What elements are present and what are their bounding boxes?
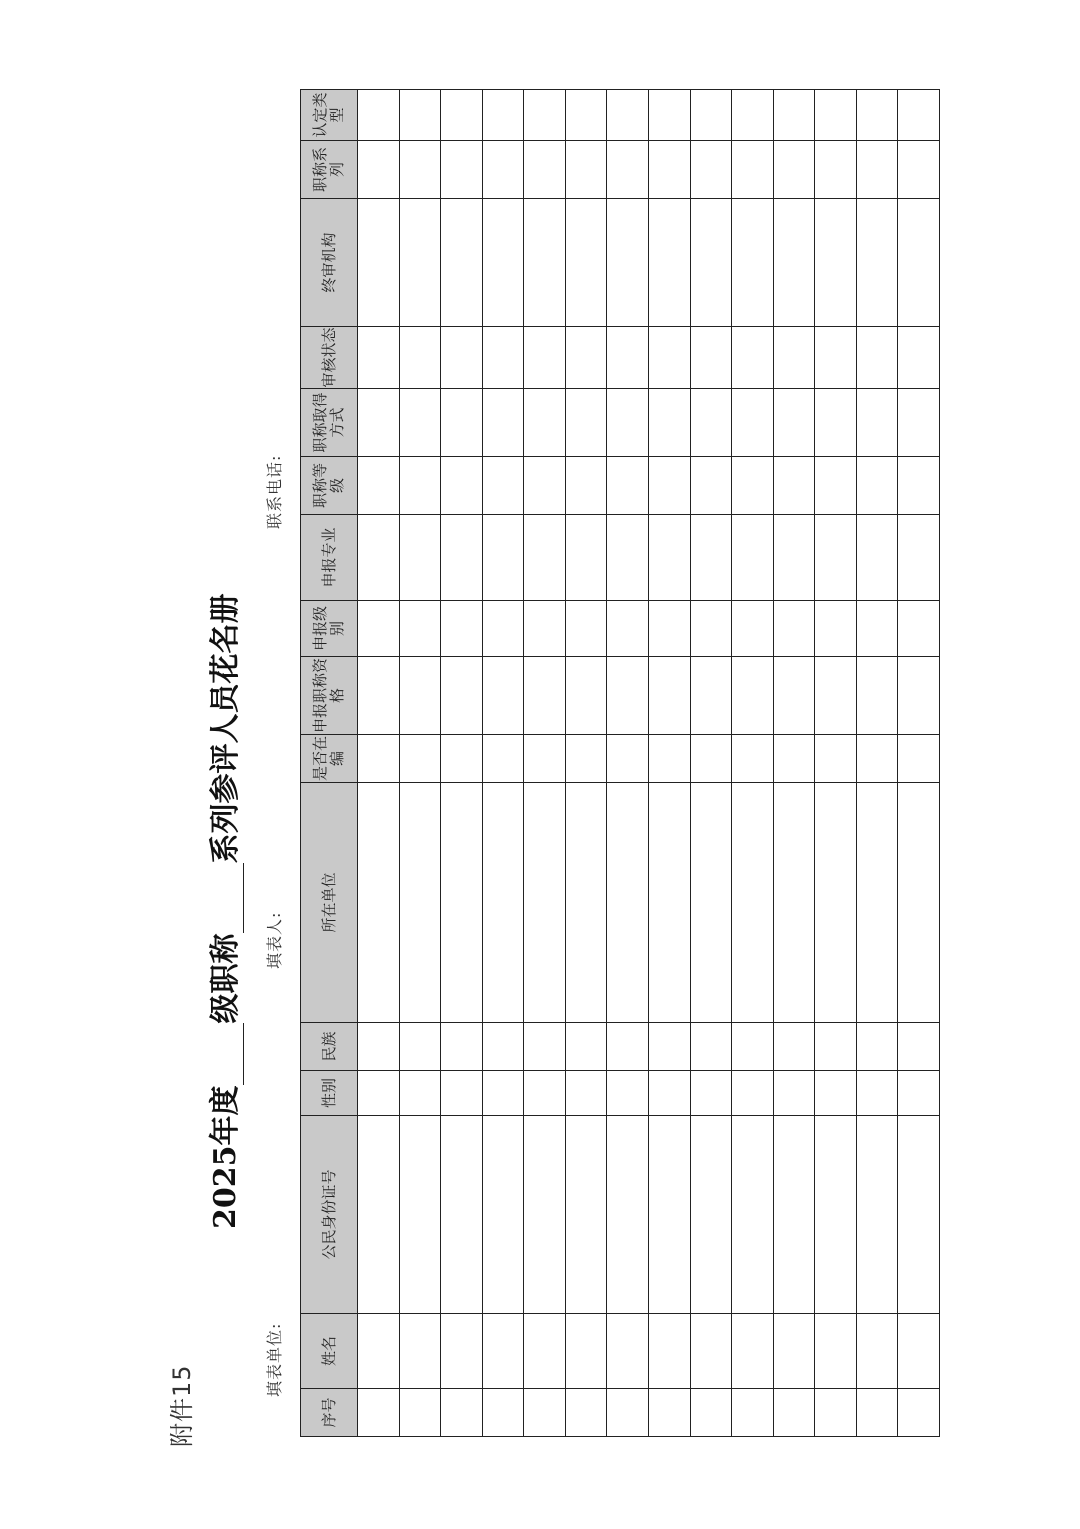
table-row: [773, 90, 815, 1437]
table-cell[interactable]: [482, 657, 524, 735]
table-cell[interactable]: [441, 1023, 483, 1071]
table-cell[interactable]: [732, 141, 774, 199]
table-cell[interactable]: [358, 457, 400, 515]
table-cell[interactable]: [607, 389, 649, 457]
table-cell[interactable]: [773, 327, 815, 389]
table-cell[interactable]: [732, 199, 774, 327]
table-cell[interactable]: [732, 735, 774, 783]
table-cell[interactable]: [399, 199, 441, 327]
document-title: [196, 229, 244, 1229]
table-cell[interactable]: [898, 389, 940, 457]
table-cell[interactable]: [399, 457, 441, 515]
table-cell[interactable]: [399, 735, 441, 783]
table-cell[interactable]: [773, 90, 815, 141]
table-cell[interactable]: [399, 1314, 441, 1389]
table-cell[interactable]: [441, 389, 483, 457]
table-cell[interactable]: [856, 389, 898, 457]
table-cell[interactable]: [607, 90, 649, 141]
table-cell[interactable]: [399, 601, 441, 657]
table-cell[interactable]: [732, 783, 774, 1023]
table-cell[interactable]: [773, 1389, 815, 1437]
table-cell[interactable]: [565, 141, 607, 199]
table-cell[interactable]: [815, 1116, 857, 1314]
table-cell[interactable]: [482, 515, 524, 601]
table-cell[interactable]: [524, 1389, 566, 1437]
table-cell[interactable]: [607, 601, 649, 657]
table-cell[interactable]: [815, 1389, 857, 1437]
table-cell[interactable]: [773, 657, 815, 735]
table-row: [399, 90, 441, 1437]
table-cell[interactable]: [565, 1314, 607, 1389]
table-cell[interactable]: [607, 657, 649, 735]
table-cell[interactable]: [441, 327, 483, 389]
table-cell[interactable]: [399, 783, 441, 1023]
table-cell[interactable]: [773, 199, 815, 327]
table-cell[interactable]: [441, 457, 483, 515]
table-cell[interactable]: [773, 735, 815, 783]
table-cell[interactable]: [441, 515, 483, 601]
table-cell[interactable]: [607, 735, 649, 783]
table-cell[interactable]: [648, 389, 690, 457]
table-cell[interactable]: [358, 1071, 400, 1116]
table-cell[interactable]: [898, 783, 940, 1023]
table-cell[interactable]: [732, 1023, 774, 1071]
table-cell[interactable]: [441, 735, 483, 783]
table-cell[interactable]: [773, 1071, 815, 1116]
phone-label: 联系电话:: [265, 454, 284, 529]
table-cell[interactable]: [441, 141, 483, 199]
column-header: 审核状态: [301, 327, 358, 389]
table-cell[interactable]: [898, 1314, 940, 1389]
column-header: 姓名: [301, 1314, 358, 1389]
table-cell[interactable]: [441, 1389, 483, 1437]
table-cell[interactable]: [815, 457, 857, 515]
table-cell[interactable]: [815, 1314, 857, 1389]
title-series: 系列参评人员花名册: [208, 593, 243, 864]
table-cell[interactable]: [690, 515, 732, 601]
table-cell[interactable]: [399, 1023, 441, 1071]
table-cell[interactable]: [482, 389, 524, 457]
table-cell[interactable]: [648, 515, 690, 601]
table-cell[interactable]: [648, 327, 690, 389]
table-cell[interactable]: [565, 1389, 607, 1437]
table-cell[interactable]: [648, 601, 690, 657]
table-cell[interactable]: [773, 601, 815, 657]
table-cell[interactable]: [773, 1116, 815, 1314]
title-year: 2025年度: [208, 1085, 243, 1229]
table-cell[interactable]: [482, 457, 524, 515]
table-cell[interactable]: [482, 327, 524, 389]
table-cell[interactable]: [815, 389, 857, 457]
table-cell[interactable]: [773, 389, 815, 457]
table-row: [815, 90, 857, 1437]
table-cell[interactable]: [690, 1071, 732, 1116]
table-cell[interactable]: [856, 657, 898, 735]
table-row: [856, 90, 898, 1437]
table-cell[interactable]: [524, 327, 566, 389]
table-cell[interactable]: [648, 141, 690, 199]
table-cell[interactable]: [815, 90, 857, 141]
table-cell[interactable]: [524, 141, 566, 199]
table-cell[interactable]: [524, 601, 566, 657]
table-cell[interactable]: [441, 783, 483, 1023]
table-cell[interactable]: [856, 1071, 898, 1116]
table-cell[interactable]: [358, 141, 400, 199]
table-cell[interactable]: [524, 90, 566, 141]
column-header: 职称取得方式: [301, 389, 358, 457]
table-cell[interactable]: [607, 141, 649, 199]
table-cell[interactable]: [441, 657, 483, 735]
table-cell[interactable]: [898, 1071, 940, 1116]
table-cell[interactable]: [565, 657, 607, 735]
table-cell[interactable]: [690, 657, 732, 735]
fill-unit-label: 填表单位:: [265, 1322, 284, 1397]
table-row: [690, 90, 732, 1437]
table-cell[interactable]: [482, 783, 524, 1023]
table-cell[interactable]: [565, 783, 607, 1023]
table-cell[interactable]: [732, 1116, 774, 1314]
table-cell[interactable]: [898, 1389, 940, 1437]
table-cell[interactable]: [773, 1023, 815, 1071]
table-cell[interactable]: [815, 783, 857, 1023]
table-cell[interactable]: [607, 199, 649, 327]
table-cell[interactable]: [524, 783, 566, 1023]
table-cell[interactable]: [690, 783, 732, 1023]
table-cell[interactable]: [399, 327, 441, 389]
column-header: 申报级别: [301, 601, 358, 657]
column-header: 职称等级: [301, 457, 358, 515]
attachment-label: 附件15: [168, 1364, 196, 1447]
column-header: 申报专业: [301, 515, 358, 601]
table-cell[interactable]: [690, 389, 732, 457]
table-row: [565, 90, 607, 1437]
table-cell[interactable]: [524, 199, 566, 327]
table-cell[interactable]: [648, 1071, 690, 1116]
table-cell[interactable]: [399, 1389, 441, 1437]
table-cell[interactable]: [856, 1314, 898, 1389]
table-cell[interactable]: [524, 1071, 566, 1116]
table-cell[interactable]: [607, 327, 649, 389]
table-cell[interactable]: [856, 783, 898, 1023]
table-cell[interactable]: [898, 199, 940, 327]
table-cell[interactable]: [648, 90, 690, 141]
table-row: [898, 90, 940, 1437]
table-cell[interactable]: [565, 735, 607, 783]
column-header: 终审机构: [301, 199, 358, 327]
table-cell[interactable]: [815, 1023, 857, 1071]
table-cell[interactable]: [732, 515, 774, 601]
table-cell[interactable]: [524, 515, 566, 601]
table-cell[interactable]: [648, 1389, 690, 1437]
table-cell[interactable]: [690, 90, 732, 141]
table-cell[interactable]: [690, 601, 732, 657]
table-cell[interactable]: [856, 601, 898, 657]
table-cell[interactable]: [648, 457, 690, 515]
title-series-blank: [215, 864, 244, 934]
table-cell[interactable]: [815, 601, 857, 657]
table-cell[interactable]: [732, 1389, 774, 1437]
table-cell[interactable]: [399, 1116, 441, 1314]
filler-label: 填表人:: [265, 911, 284, 969]
column-header: 是否在编: [301, 735, 358, 783]
table-cell[interactable]: [773, 1314, 815, 1389]
roster-table: [300, 89, 940, 1437]
table-cell[interactable]: [856, 1389, 898, 1437]
column-header: 性别: [301, 1071, 358, 1116]
table-cell[interactable]: [898, 1023, 940, 1071]
table-cell[interactable]: [856, 199, 898, 327]
table-row: [732, 90, 774, 1437]
table-cell[interactable]: [358, 601, 400, 657]
table-cell[interactable]: [815, 327, 857, 389]
table-cell[interactable]: [815, 657, 857, 735]
table-cell[interactable]: [358, 657, 400, 735]
table-cell[interactable]: [648, 735, 690, 783]
table-cell[interactable]: [690, 457, 732, 515]
table-cell[interactable]: [358, 327, 400, 389]
table-cell[interactable]: [856, 1116, 898, 1314]
table-cell[interactable]: [607, 1116, 649, 1314]
table-cell[interactable]: [773, 783, 815, 1023]
table-cell[interactable]: [898, 657, 940, 735]
table-cell[interactable]: [690, 141, 732, 199]
table-cell[interactable]: [524, 389, 566, 457]
table-cell[interactable]: [399, 1071, 441, 1116]
table-cell[interactable]: [732, 657, 774, 735]
table-cell[interactable]: [898, 327, 940, 389]
table-cell[interactable]: [482, 1071, 524, 1116]
table-cell[interactable]: [732, 1071, 774, 1116]
table-cell[interactable]: [815, 141, 857, 199]
table-cell[interactable]: [482, 1314, 524, 1389]
table-row: [524, 90, 566, 1437]
table-cell[interactable]: [524, 1314, 566, 1389]
table-body: [358, 90, 940, 1437]
table-cell[interactable]: [441, 90, 483, 141]
table-cell[interactable]: [732, 327, 774, 389]
table-cell[interactable]: [358, 1314, 400, 1389]
table-cell[interactable]: [690, 1389, 732, 1437]
table-cell[interactable]: [524, 1023, 566, 1071]
column-header: 职称系列: [301, 141, 358, 199]
table-cell[interactable]: [690, 199, 732, 327]
table-cell[interactable]: [482, 90, 524, 141]
table-cell[interactable]: [524, 1116, 566, 1314]
table-cell[interactable]: [732, 90, 774, 141]
table-cell[interactable]: [358, 1116, 400, 1314]
table-cell[interactable]: [815, 515, 857, 601]
table-row: [482, 90, 524, 1437]
table-cell[interactable]: [358, 90, 400, 141]
table-cell[interactable]: [358, 515, 400, 601]
table-cell[interactable]: [815, 735, 857, 783]
table-cell[interactable]: [690, 327, 732, 389]
table-cell[interactable]: [607, 1389, 649, 1437]
table-cell[interactable]: [524, 657, 566, 735]
table-cell[interactable]: [690, 1314, 732, 1389]
table-row: [441, 90, 483, 1437]
table-cell[interactable]: [898, 90, 940, 141]
table-cell[interactable]: [732, 601, 774, 657]
table-cell[interactable]: [482, 141, 524, 199]
table-row: [648, 90, 690, 1437]
table-cell[interactable]: [856, 1023, 898, 1071]
column-header: 序号: [301, 1389, 358, 1437]
table-cell[interactable]: [732, 457, 774, 515]
table-cell[interactable]: [441, 1116, 483, 1314]
table-cell[interactable]: [565, 90, 607, 141]
table-cell[interactable]: [773, 515, 815, 601]
table-cell[interactable]: [732, 1314, 774, 1389]
table-cell[interactable]: [441, 601, 483, 657]
table-cell[interactable]: [482, 1116, 524, 1314]
table-cell[interactable]: [732, 389, 774, 457]
column-header: 所在单位: [301, 783, 358, 1023]
table-cell[interactable]: [565, 601, 607, 657]
table-cell[interactable]: [524, 457, 566, 515]
title-level: 级职称: [208, 933, 243, 1024]
table-cell[interactable]: [399, 90, 441, 141]
table-cell[interactable]: [856, 515, 898, 601]
table-cell[interactable]: [399, 141, 441, 199]
table-cell[interactable]: [607, 457, 649, 515]
table-cell[interactable]: [898, 601, 940, 657]
table-cell[interactable]: [648, 1314, 690, 1389]
table-cell[interactable]: [648, 1023, 690, 1071]
table-cell[interactable]: [482, 735, 524, 783]
table-cell[interactable]: [648, 657, 690, 735]
table-cell[interactable]: [690, 1116, 732, 1314]
table-cell[interactable]: [856, 141, 898, 199]
table-cell[interactable]: [565, 457, 607, 515]
table-cell[interactable]: [856, 457, 898, 515]
table-cell[interactable]: [815, 199, 857, 327]
table-cell[interactable]: [565, 1071, 607, 1116]
title-level-blank: [215, 1024, 244, 1086]
table-row: [607, 90, 649, 1437]
table-cell[interactable]: [815, 1071, 857, 1116]
table-cell[interactable]: [856, 327, 898, 389]
table-cell[interactable]: [358, 1023, 400, 1071]
table-cell[interactable]: [856, 90, 898, 141]
table-cell[interactable]: [565, 327, 607, 389]
table-cell[interactable]: [565, 389, 607, 457]
table-cell[interactable]: [358, 735, 400, 783]
table-cell[interactable]: [690, 735, 732, 783]
table-cell[interactable]: [358, 783, 400, 1023]
table-cell[interactable]: [607, 515, 649, 601]
header-row: [301, 90, 358, 1437]
table-cell[interactable]: [441, 199, 483, 327]
column-header: 申报职称资格: [301, 657, 358, 735]
table-cell[interactable]: [399, 389, 441, 457]
table-cell[interactable]: [898, 141, 940, 199]
column-header: 认定类型: [301, 90, 358, 141]
table-cell[interactable]: [482, 1023, 524, 1071]
table-cell[interactable]: [565, 199, 607, 327]
table-cell[interactable]: [898, 1116, 940, 1314]
table-cell[interactable]: [358, 1389, 400, 1437]
table-cell[interactable]: [358, 389, 400, 457]
table-cell[interactable]: [690, 1023, 732, 1071]
table-cell[interactable]: [441, 1071, 483, 1116]
table-cell[interactable]: [482, 199, 524, 327]
table-cell[interactable]: [773, 141, 815, 199]
table-cell[interactable]: [441, 1314, 483, 1389]
table-cell[interactable]: [607, 783, 649, 1023]
table-cell[interactable]: [856, 735, 898, 783]
table-cell[interactable]: [565, 515, 607, 601]
table-cell[interactable]: [648, 1116, 690, 1314]
table-cell[interactable]: [565, 1023, 607, 1071]
table-cell[interactable]: [648, 783, 690, 1023]
table-cell[interactable]: [358, 199, 400, 327]
table-cell[interactable]: [607, 1314, 649, 1389]
table-cell[interactable]: [773, 457, 815, 515]
table-cell[interactable]: [482, 1389, 524, 1437]
table-cell[interactable]: [898, 515, 940, 601]
table-cell[interactable]: [482, 601, 524, 657]
table-cell[interactable]: [607, 1071, 649, 1116]
table-row: [358, 90, 400, 1437]
column-header: 公民身份证号: [301, 1116, 358, 1314]
table-cell[interactable]: [898, 735, 940, 783]
table-cell[interactable]: [399, 657, 441, 735]
table-cell[interactable]: [565, 1116, 607, 1314]
table-cell[interactable]: [648, 199, 690, 327]
column-header: 民族: [301, 1023, 358, 1071]
table-cell[interactable]: [399, 515, 441, 601]
table-cell[interactable]: [898, 457, 940, 515]
table-cell[interactable]: [524, 735, 566, 783]
table-cell[interactable]: [607, 1023, 649, 1071]
